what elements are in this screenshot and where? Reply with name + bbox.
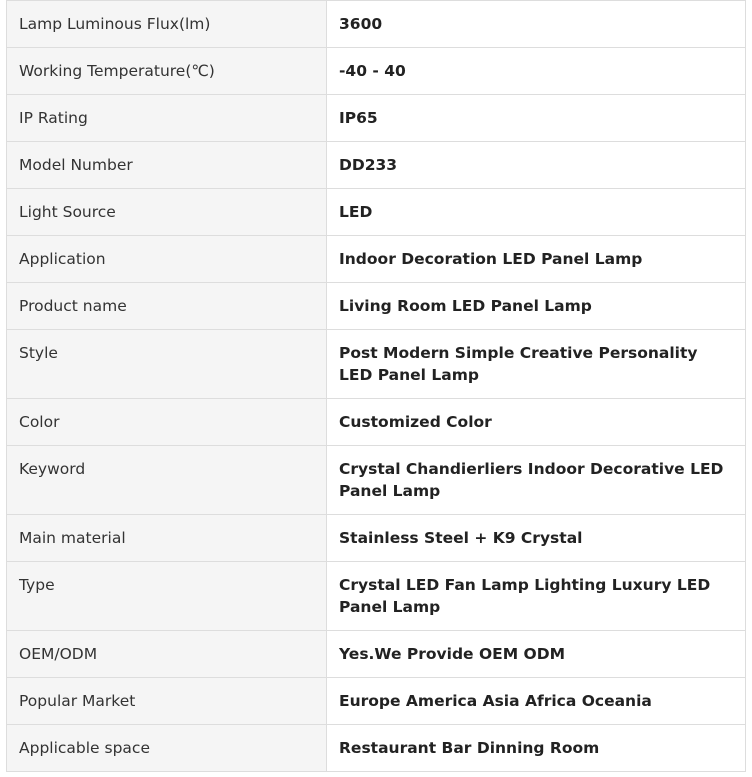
spec-row xyxy=(7,631,746,678)
spec-name-style: Style xyxy=(7,330,327,399)
spec-value-application: Indoor Decoration LED Panel Lamp xyxy=(327,236,746,283)
spec-value-applicable-space: Restaurant Bar Dinning Room xyxy=(327,725,746,772)
spec-name-type: Type xyxy=(7,562,327,631)
spec-value-ip-rating: IP65 xyxy=(327,95,746,142)
spec-value-popular-market: Europe America Asia Africa Oceania xyxy=(327,678,746,725)
spec-value-model-number: DD233 xyxy=(327,142,746,189)
spec-value-oem-odm: Yes.We Provide OEM ODM xyxy=(327,631,746,678)
spec-value-type: Crystal LED Fan Lamp Lighting Luxury LED Panel Lamp xyxy=(327,562,746,631)
spec-row xyxy=(7,1,746,48)
spec-name-applicable-space: Applicable space xyxy=(7,725,327,772)
spec-name-popular-market: Popular Market xyxy=(7,678,327,725)
spec-value-style: Post Modern Simple Creative Personality LED Panel Lamp xyxy=(327,330,746,399)
spec-row xyxy=(7,95,746,142)
spec-value-luminous-flux: 3600 xyxy=(327,1,746,48)
spec-row xyxy=(7,725,746,772)
spec-name-model-number: Model Number xyxy=(7,142,327,189)
spec-value-keyword: Crystal Chandierliers Indoor Decorative LED Panel Lamp xyxy=(327,446,746,515)
spec-name-keyword: Keyword xyxy=(7,446,327,515)
spec-value-product-name: Living Room LED Panel Lamp xyxy=(327,283,746,330)
spec-name-color: Color xyxy=(7,399,327,446)
spec-name-main-material: Main material xyxy=(7,515,327,562)
spec-row xyxy=(7,399,746,446)
spec-name-light-source: Light Source xyxy=(7,189,327,236)
spec-value-working-temperature: -40 - 40 xyxy=(327,48,746,95)
spec-row xyxy=(7,189,746,236)
spec-name-oem-odm: OEM/ODM xyxy=(7,631,327,678)
spec-name-working-temperature: Working Temperature(℃) xyxy=(7,48,327,95)
spec-row xyxy=(7,236,746,283)
spec-row xyxy=(7,142,746,189)
spec-row xyxy=(7,283,746,330)
product-specification-table xyxy=(6,0,746,772)
spec-row xyxy=(7,446,746,515)
spec-name-product-name: Product name xyxy=(7,283,327,330)
spec-row xyxy=(7,330,746,399)
spec-name-application: Application xyxy=(7,236,327,283)
spec-value-main-material: Stainless Steel + K9 Crystal xyxy=(327,515,746,562)
spec-name-luminous-flux: Lamp Luminous Flux(lm) xyxy=(7,1,327,48)
spec-row xyxy=(7,515,746,562)
spec-name-ip-rating: IP Rating xyxy=(7,95,327,142)
spec-row xyxy=(7,48,746,95)
spec-value-light-source: LED xyxy=(327,189,746,236)
spec-row xyxy=(7,562,746,631)
spec-row xyxy=(7,678,746,725)
spec-table-body xyxy=(7,1,746,772)
spec-value-color: Customized Color xyxy=(327,399,746,446)
